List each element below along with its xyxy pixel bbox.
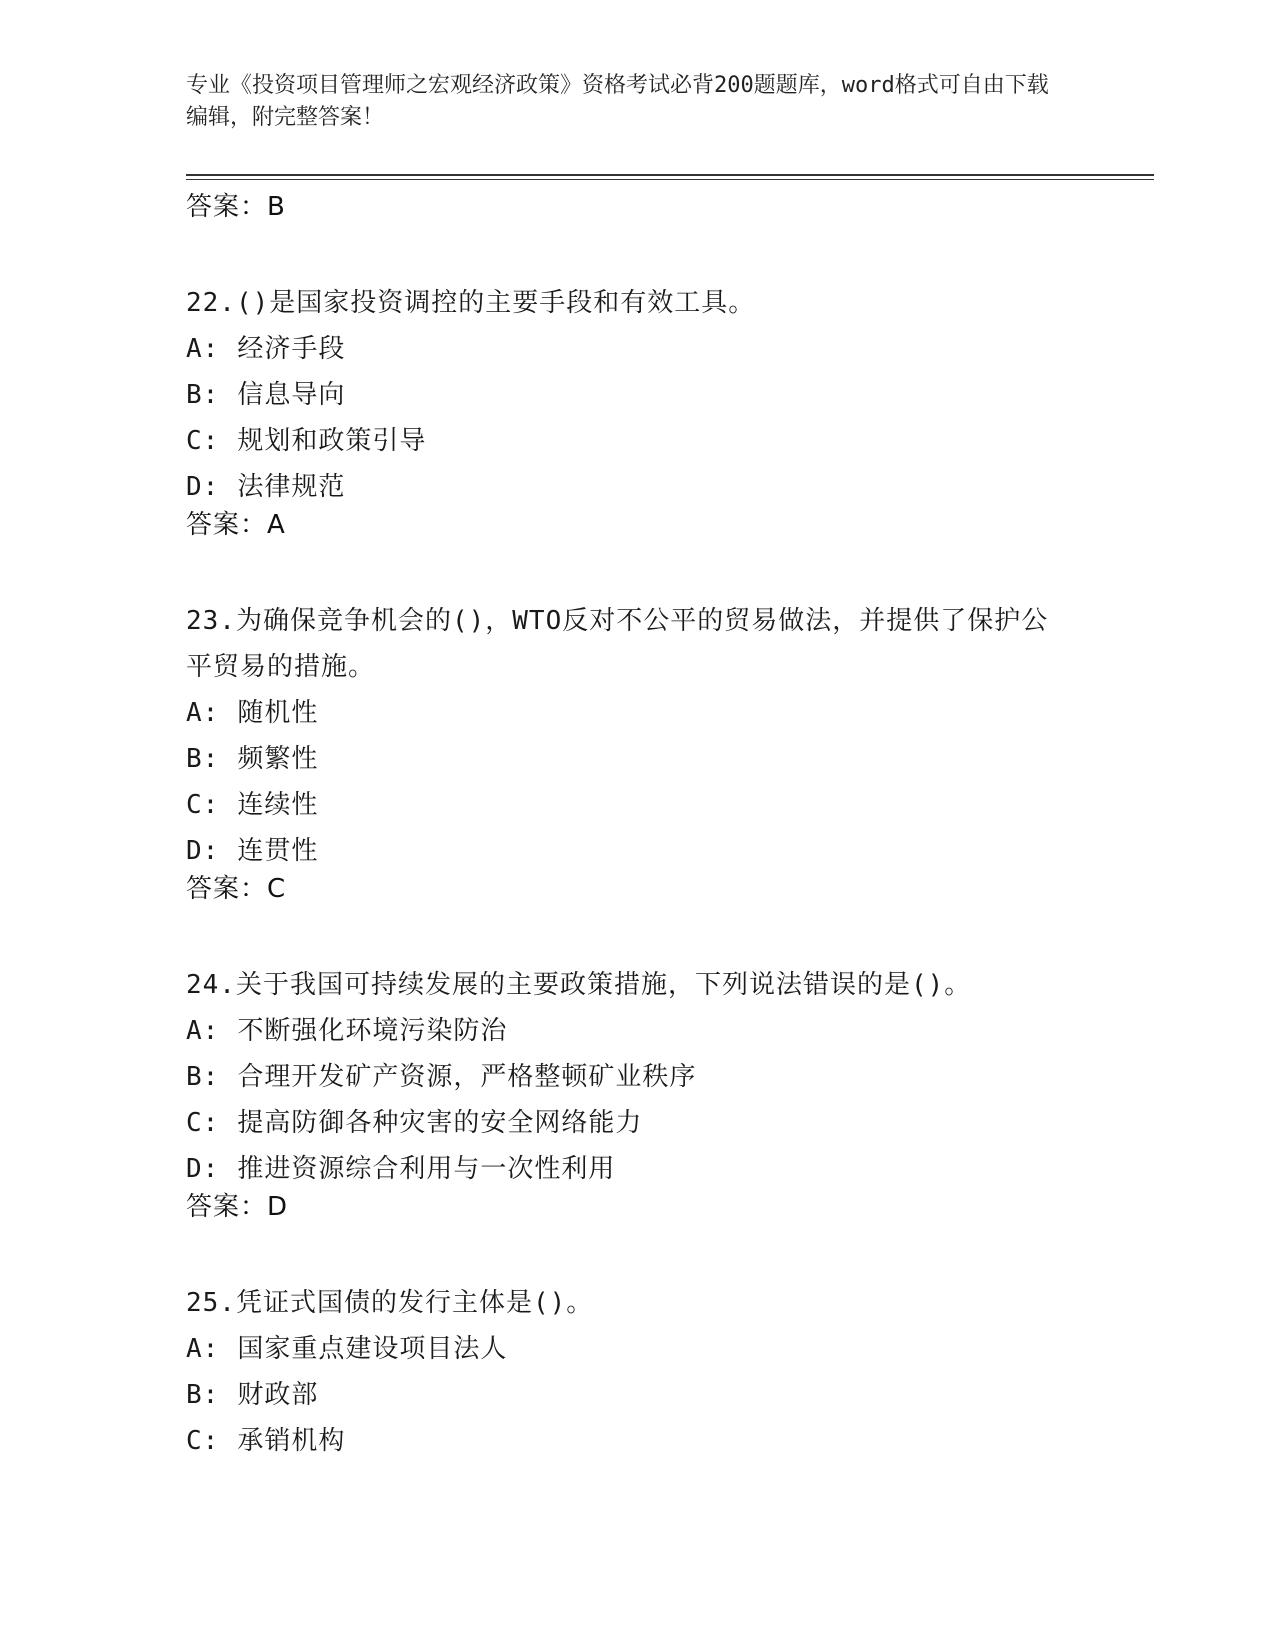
option-key: C: <box>186 1108 220 1138</box>
option-key: C: <box>186 1426 220 1456</box>
option-key: B: <box>186 1062 220 1092</box>
question-list <box>186 280 1156 1464</box>
option-text: 财政部 <box>237 1380 319 1410</box>
option-b <box>186 1054 1156 1100</box>
option-text: 不断强化环境污染防治 <box>237 1016 508 1046</box>
option-a <box>186 1326 1156 1372</box>
option-d <box>186 464 1156 510</box>
option-text: 承销机构 <box>237 1426 346 1456</box>
option-c <box>186 1418 1156 1464</box>
answer-line: 答案：D <box>186 1192 289 1222</box>
option-text: 连贯性 <box>237 836 319 866</box>
question-24 <box>186 962 1156 1222</box>
option-text: 法律规范 <box>237 472 346 502</box>
question-23 <box>186 598 1156 904</box>
option-text: 国家重点建设项目法人 <box>237 1334 508 1364</box>
answer-line: 答案：C <box>186 874 287 904</box>
question-stem: 22.()是国家投资调控的主要手段和有效工具。 <box>186 288 756 318</box>
option-c <box>186 418 1156 464</box>
question-22 <box>186 280 1156 540</box>
option-a <box>186 326 1156 372</box>
option-key: C: <box>186 426 220 456</box>
option-text: 经济手段 <box>237 334 346 364</box>
option-key: A: <box>186 1334 220 1364</box>
question-stem: 24.关于我国可持续发展的主要政策措施，下列说法错误的是()。 <box>186 970 972 1000</box>
answer-line: 答案：A <box>186 510 286 540</box>
option-d <box>186 1146 1156 1192</box>
option-text: 推进资源综合利用与一次性利用 <box>237 1154 616 1184</box>
document-header-title: 专业《投资项目管理师之宏观经济政策》资格考试必背200题题库，word格式可自由下载编辑，附完整答案！ <box>186 73 1049 130</box>
option-b <box>186 736 1156 782</box>
option-text: 频繁性 <box>237 744 319 774</box>
option-text: 随机性 <box>237 698 319 728</box>
option-key: D: <box>186 836 220 866</box>
option-key: D: <box>186 1154 220 1184</box>
option-c <box>186 1100 1156 1146</box>
option-a <box>186 1008 1156 1054</box>
question-25 <box>186 1280 1156 1464</box>
option-c <box>186 782 1156 828</box>
header-divider <box>186 174 1154 180</box>
question-stem: 25.凭证式国债的发行主体是()。 <box>186 1288 594 1318</box>
option-text: 连续性 <box>237 790 319 820</box>
option-text: 合理开发矿产资源，严格整顿矿业秩序 <box>237 1062 697 1092</box>
option-b <box>186 372 1156 418</box>
option-key: C: <box>186 790 220 820</box>
option-key: A: <box>186 1016 220 1046</box>
option-key: A: <box>186 698 220 728</box>
option-key: A: <box>186 334 220 364</box>
option-key: B: <box>186 380 220 410</box>
option-b <box>186 1372 1156 1418</box>
document-page <box>186 70 1156 1464</box>
option-a <box>186 690 1156 736</box>
option-key: B: <box>186 1380 220 1410</box>
option-d <box>186 828 1156 874</box>
option-text: 信息导向 <box>237 380 346 410</box>
question-stem: 23.为确保竞争机会的()，WTO反对不公平的贸易做法，并提供了保护公平贸易的措施。 <box>186 606 1049 682</box>
option-text: 提高防御各种灾害的安全网络能力 <box>237 1108 643 1138</box>
previous-answer: 答案：B <box>186 192 286 222</box>
option-key: D: <box>186 472 220 502</box>
option-key: B: <box>186 744 220 774</box>
option-text: 规划和政策引导 <box>237 426 427 456</box>
